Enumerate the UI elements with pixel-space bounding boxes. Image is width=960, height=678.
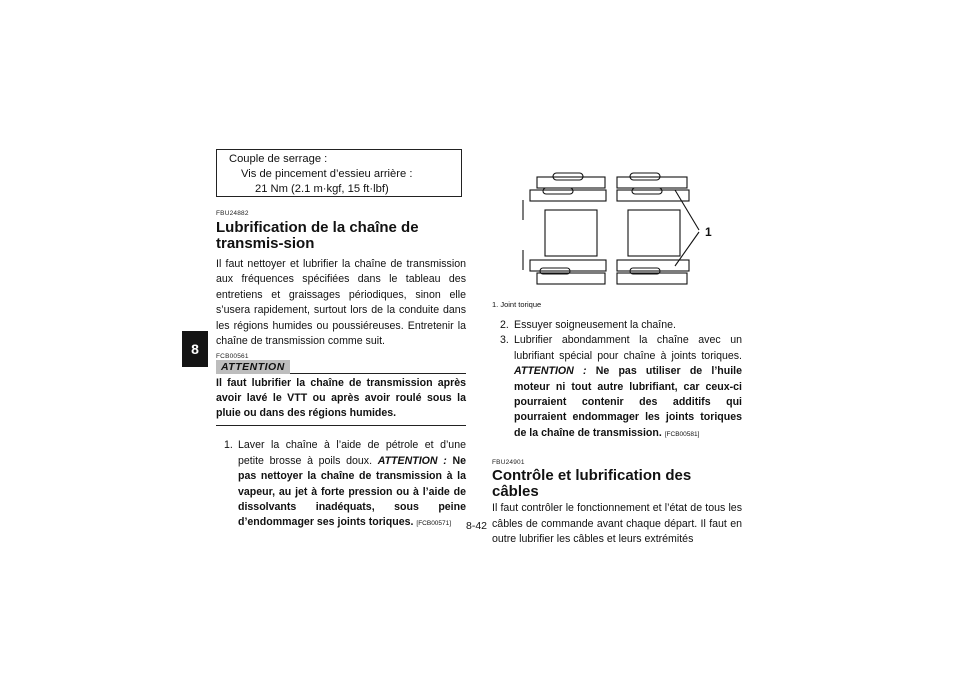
top-plate-right (617, 177, 687, 188)
attention-code: FCB00561 (216, 353, 249, 361)
attention-warning: Il faut lubrifier la chaîne de transmission après avoir lavé le VTT ou après avoir roulé sous la pluie ou dans des régions humides. (216, 376, 466, 426)
step-1 (216, 438, 466, 531)
section-code: FBU24882 (216, 210, 249, 217)
page-number: 8-42 (466, 520, 488, 532)
o-ring (632, 188, 662, 194)
inner-plate (530, 260, 606, 271)
o-ring (543, 188, 573, 194)
attention-label: ATTENTION (216, 360, 290, 374)
inner-plate (530, 190, 606, 201)
spec-line-2: Vis de pincement d’essieu arrière : (241, 168, 413, 180)
chain-diagram (515, 162, 730, 292)
step-2-number: 2. (500, 319, 509, 331)
attention-header (216, 360, 466, 374)
section-heading: Lubrification de la chaîne de transmis-sion (216, 219, 419, 252)
step-3 (492, 333, 742, 442)
right-column (492, 300, 742, 547)
figure-caption: 1. Joint torique (492, 300, 542, 309)
step-1-text: Laver la chaîne à l’aide de pétrole et d’une petite brosse à poils doux. ATTENTION : Ne pas nettoyer la chaîne de transmission à la vapeur, au jet à forte pression ou à l’aide de dissolvants inadéquats, sous peine d’endommager ses joints toriques. [FCB00571] (238, 439, 466, 529)
step-1-number: 1. (224, 439, 233, 452)
spec-line-1: Couple de serrage : (229, 153, 328, 165)
step-2-text: Essuyer soigneusement la chaîne. (514, 319, 676, 331)
step-2 (492, 318, 742, 333)
attention-rule (290, 373, 466, 374)
callout-1: 1 (705, 225, 712, 239)
spec-line-3: 21 Nm (2.1 m·kgf, 15 ft·lbf) (255, 183, 389, 195)
section-heading-2: Contrôle et lubrification des câbles (492, 467, 692, 501)
top-plate-left (537, 177, 605, 188)
step-3-number: 3. (500, 334, 509, 347)
roller (545, 210, 597, 256)
left-column (216, 210, 466, 532)
cables-paragraph: Il faut contrôler le fonctionnement et l’état de tous les câbles de commande avant chaque départ. Il faut en outre lubrifier les câbles et leurs extrémités (492, 502, 742, 546)
outer-plate (537, 273, 605, 284)
torque-spec-box (216, 149, 462, 197)
roller (628, 210, 680, 256)
step-3-text: Lubrifier abondamment la chaîne avec un lubrifiant spécial pour chaîne à joints toriques. ATTENTION : Ne pas utiliser de l’huile moteur ni tout autre lubrifiant, car ceux-ci pourraient contenir des additifs qui pourraient endommager les joints toriques de la chaîne de transmission. [FCB00581] (514, 334, 742, 439)
outer-plate (617, 273, 687, 284)
section-code-2: FBU24901 (492, 459, 525, 467)
intro-paragraph: Il faut nettoyer et lubrifier la chaîne de transmission aux fréquences spécifiées dans le tableau des entretiens et graissages périodiques, sinon elle s’usera rapidement, surtout lors de la conduite dans les régions humides ou poussiéreuses. Entretenir la chaîne de transmission comme suit. (216, 258, 466, 348)
section-tab: 8 (182, 331, 208, 367)
